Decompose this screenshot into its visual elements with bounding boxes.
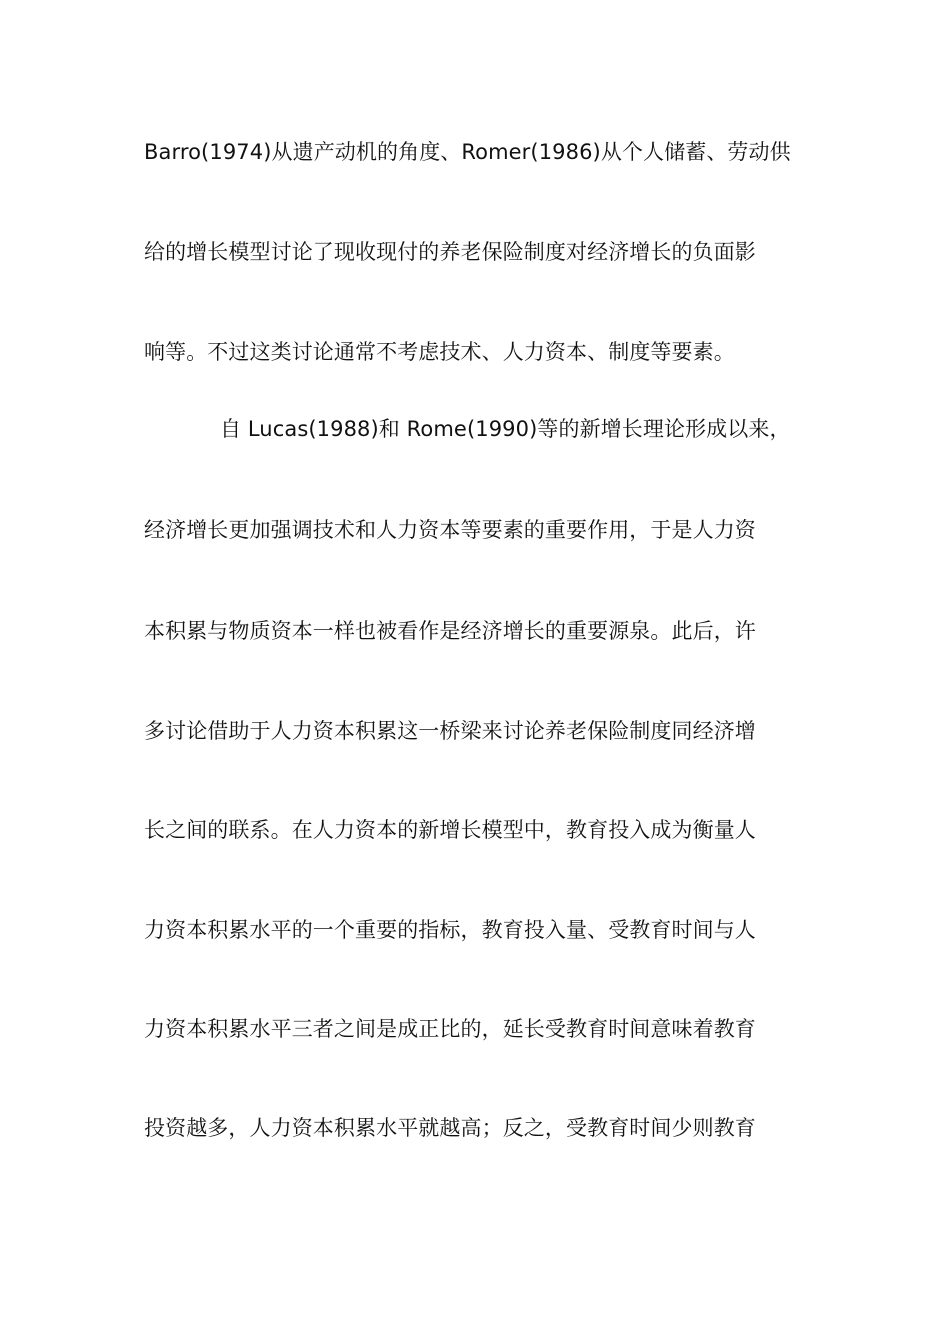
text-line: Barro(1974)从遗产动机的角度、Romer(1986)从个人储蓄、劳动供 xyxy=(144,140,791,164)
text-line: 投资越多，人力资本积累水平就越高；反之，受教育时间少则教育 xyxy=(144,1116,756,1140)
text-line: 多讨论借助于人力资本积累这一桥梁来讨论养老保险制度同经济增 xyxy=(144,719,756,743)
text-line: 响等。不过这类讨论通常不考虑技术、人力资本、制度等要素。 xyxy=(144,340,735,364)
text-line: 经济增长更加强调技术和人力资本等要素的重要作用，于是人力资 xyxy=(144,518,756,542)
paragraph-start-line: 自 Lucas(1988)和 Rome(1990)等的新增长理论形成以来， xyxy=(220,417,791,441)
text-line: 力资本积累水平的一个重要的指标，教育投入量、受教育时间与人 xyxy=(144,918,756,942)
text-line: 本积累与物质资本一样也被看作是经济增长的重要源泉。此后，许 xyxy=(144,619,756,643)
text-line: 长之间的联系。在人力资本的新增长模型中，教育投入成为衡量人 xyxy=(144,818,756,842)
text-line: 给的增长模型讨论了现收现付的养老保险制度对经济增长的负面影 xyxy=(144,240,756,264)
text-line: 力资本积累水平三者之间是成正比的，延长受教育时间意味着教育 xyxy=(144,1017,756,1041)
